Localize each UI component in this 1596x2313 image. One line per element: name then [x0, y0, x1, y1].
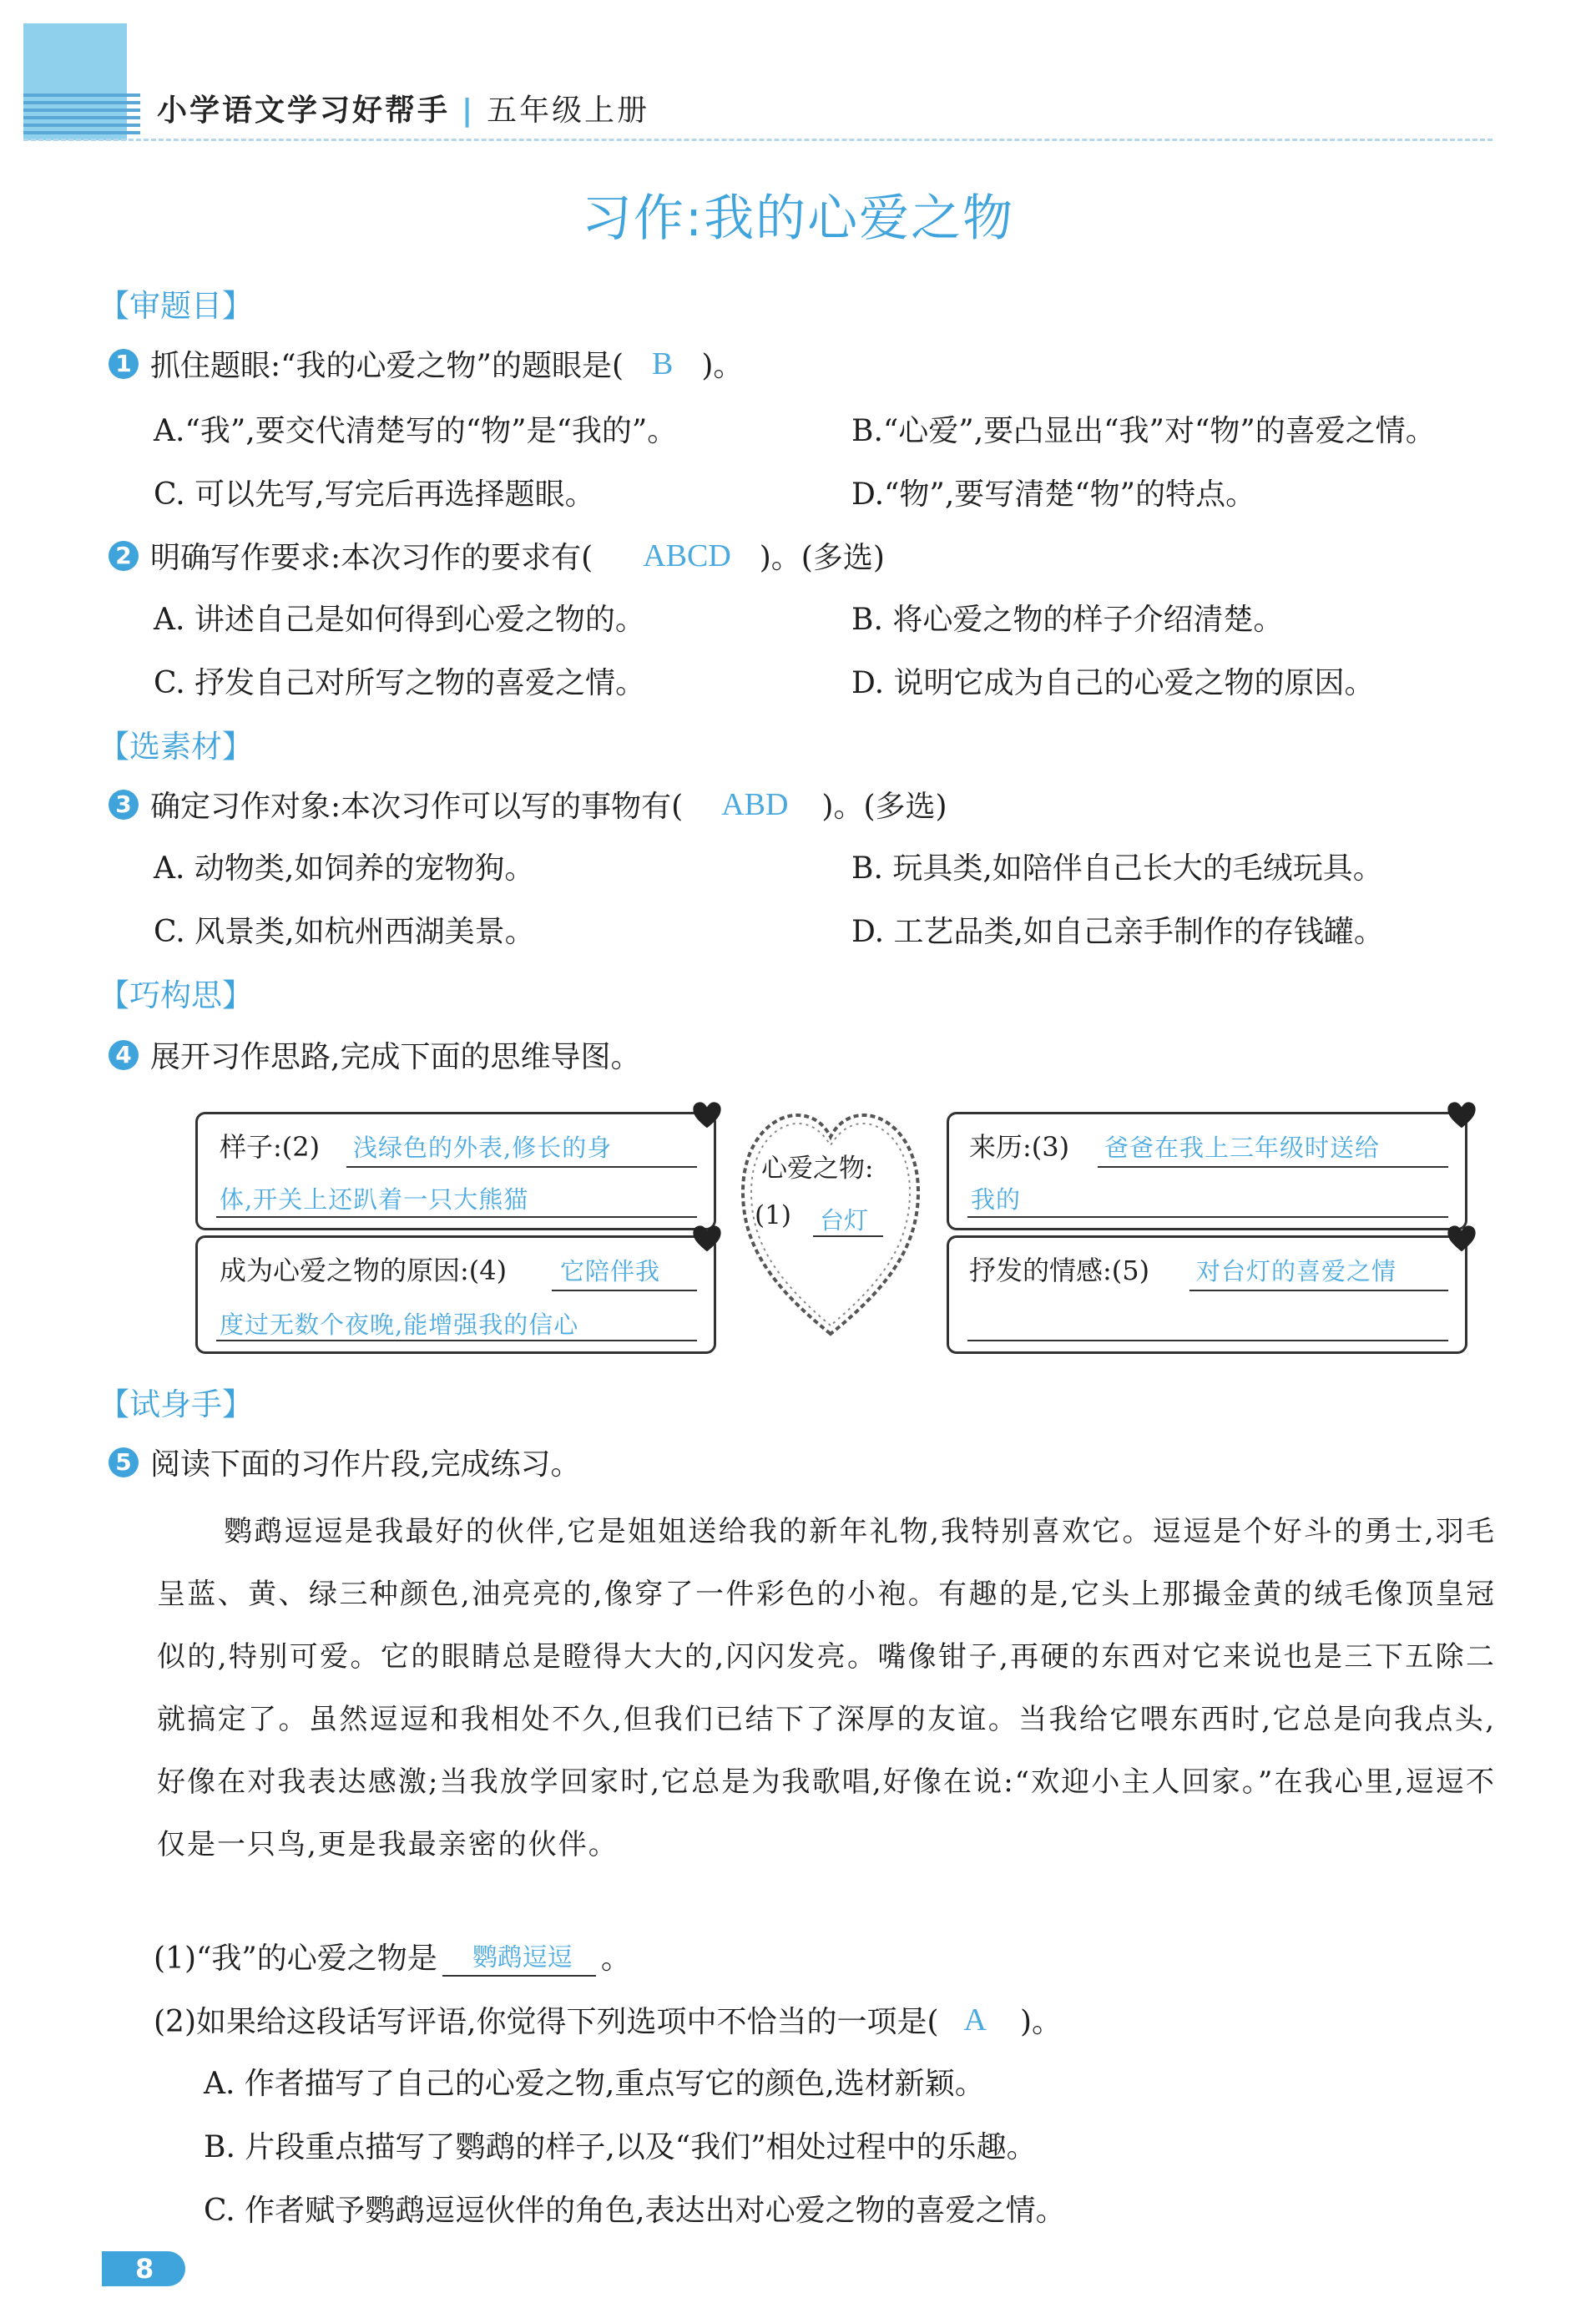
page-number: 8	[135, 2253, 154, 2285]
question-end: )。	[701, 349, 744, 383]
header-stripes	[23, 93, 140, 135]
q5-option-a: A. 作者描写了自己的心爱之物,重点写它的颜色,选材新颖。	[204, 2067, 985, 2101]
handwritten-answer: 度过无数个夜晚,能增强我的信心	[220, 1311, 579, 1339]
answer-line	[346, 1166, 697, 1168]
q2-option-c: C. 抒发自己对所写之物的喜爱之情。	[154, 666, 646, 700]
answer-text: ABCD	[643, 538, 731, 573]
box-label: 抒发的情感:(5)	[969, 1255, 1150, 1286]
q3-option-d: D. 工艺品类,如自己亲手制作的存钱罐。	[851, 915, 1384, 949]
question-end: )。(多选)	[821, 790, 947, 824]
heart-pin-icon	[691, 1100, 723, 1132]
answer-text: ABD	[721, 786, 789, 822]
question-2	[109, 534, 885, 577]
sub2-answer: A	[963, 2002, 987, 2038]
section-heading-shishenshou: 【试身手】	[98, 1386, 253, 1422]
handwritten-answer: 浅绿色的外表,修长的身	[353, 1134, 613, 1162]
question-stem: 阅读下面的习作片段,完成练习。	[150, 1447, 581, 1482]
q1-option-d: D.“物”,要写清楚“物”的特点。	[851, 477, 1256, 512]
answer-text: B	[651, 346, 674, 381]
handwritten-answer: 体,开关上还趴着一只大熊猫	[220, 1185, 529, 1214]
sub-question-text: (2)如果给这段话写评语,你觉得下列选项中不恰当的一项是(	[154, 2005, 939, 2039]
box-label: 来历:(3)	[969, 1131, 1070, 1163]
center-label: 心爱之物:	[761, 1154, 874, 1184]
sub-question-end: 。	[600, 1942, 631, 1976]
q3-option-c: C. 风景类,如杭州西湖美景。	[154, 915, 535, 949]
answer-line	[1098, 1166, 1448, 1168]
q2-option-b: B. 将心爱之物的样子介绍清楚。	[851, 603, 1284, 637]
mindmap-box-appearance	[195, 1112, 716, 1230]
question-number: 3	[109, 790, 139, 820]
question-5	[109, 1441, 580, 1483]
question-stem: 确定习作对象:本次习作可以写的事物有(	[150, 790, 684, 824]
grade-label: 五年级上册	[487, 93, 650, 128]
heart-pin-icon	[1446, 1224, 1477, 1255]
q1-option-c: C. 可以先写,写完后再选择题眼。	[154, 477, 595, 512]
section-heading-shentimu: 【审题目】	[98, 288, 253, 324]
question-stem: 展开习作思路,完成下面的思维导图。	[150, 1040, 641, 1074]
q5-option-c: C. 作者赋予鹦鹉逗逗伙伴的角色,表达出对心爱之物的喜爱之情。	[204, 2194, 1066, 2228]
header-separator: |	[462, 93, 476, 128]
answer-line	[967, 1216, 1448, 1218]
box-label: 成为心爱之物的原因:(4)	[220, 1255, 508, 1286]
page-number-tab	[102, 2251, 185, 2286]
handwritten-answer: 爸爸在我上三年级时送给	[1104, 1134, 1381, 1162]
section-heading-qiaogousi: 【巧构思】	[98, 977, 253, 1013]
box-label: 样子:(2)	[220, 1131, 321, 1163]
answer-line	[216, 1340, 697, 1341]
mindmap-box-origin	[947, 1112, 1467, 1230]
heart-pin-icon	[691, 1224, 723, 1255]
question-number: 4	[109, 1040, 139, 1070]
q2-option-a: A. 讲述自己是如何得到心爱之物的。	[154, 603, 645, 637]
question-number: 2	[109, 541, 139, 571]
question-stem: 抓住题眼:“我的心爱之物”的题眼是(	[150, 349, 624, 383]
sub1-answer: 鹦鹉逗逗	[442, 1937, 596, 1977]
question-end: )。(多选)	[759, 541, 885, 575]
mindmap-box-reason	[195, 1235, 716, 1354]
reading-passage: 鹦鹉逗逗是我最好的伙伴,它是姐姐送给我的新年礼物,我特别喜欢它。逗逗是个好斗的勇士,羽毛呈蓝、黄、绿三种颜色,油亮亮的,像穿了一件彩色的小袍。有趣的是,它头上那撮金黄的绒毛像顶皇冠似的,特别可爱。它的眼睛总是瞪得大大的,闪闪发亮。嘴像钳子,再硬的东西对它来说也是三下五除二就搞定了。虽然逗逗和我相处不久,但我们已结下了深厚的友谊。当我给它喂东西时,它总是向我点头,好像在对我表达感激;当我放学回家时,它总是为我歌唱,好像在说:“欢迎小主人回家。”在我心里,逗逗不仅是一只鸟,更是我最亲密的伙伴。	[157, 1515, 1496, 1861]
center-answer: 台灯	[820, 1206, 869, 1235]
handwritten-answer: 它陪伴我	[560, 1257, 661, 1285]
question-stem: 明确写作要求:本次习作的要求有(	[150, 541, 593, 575]
mindmap-box-emotion	[947, 1235, 1467, 1354]
answer-line	[216, 1216, 697, 1218]
question-number: 5	[109, 1447, 139, 1477]
answer-line	[552, 1290, 697, 1291]
sub-question-text: (1)“我”的心爱之物是	[154, 1942, 437, 1976]
handwritten-answer: 对台灯的喜爱之情	[1196, 1257, 1397, 1285]
q2-option-d: D. 说明它成为自己的心爱之物的原因。	[851, 666, 1375, 700]
q1-option-a: A.“我”,要交代清楚写的“物”是“我的”。	[154, 414, 678, 448]
page-title: 习作:我的心爱之物	[581, 189, 1015, 248]
header-divider	[23, 139, 1492, 141]
sub-question-end: )。	[1019, 2005, 1062, 2039]
book-title: 小学语文学习好帮手	[157, 93, 451, 128]
question-1	[109, 342, 743, 385]
q1-option-b: B.“心爱”,要凸显出“我”对“物”的喜爱之情。	[851, 414, 1436, 448]
heart-pin-icon	[1446, 1100, 1477, 1132]
q5-sub2	[154, 1998, 1062, 2041]
question-number: 1	[109, 349, 139, 379]
answer-line	[967, 1340, 1448, 1341]
question-3	[109, 783, 947, 826]
q5-option-b: B. 片段重点描写了鹦鹉的样子,以及“我们”相处过程中的乐趣。	[204, 2130, 1037, 2164]
q5-sub1	[154, 1935, 631, 1977]
q3-option-a: A. 动物类,如饲养的宠物狗。	[154, 851, 535, 886]
handwritten-answer: 我的	[971, 1185, 1022, 1214]
center-number: (1)	[755, 1200, 791, 1230]
q3-option-b: B. 玩具类,如陪伴自己长大的毛绒玩具。	[851, 851, 1383, 886]
section-heading-xuansucai: 【选素材】	[98, 729, 253, 765]
answer-line	[1189, 1290, 1448, 1291]
question-4	[109, 1033, 640, 1076]
header-title	[157, 87, 649, 129]
center-answer-line	[813, 1235, 883, 1237]
